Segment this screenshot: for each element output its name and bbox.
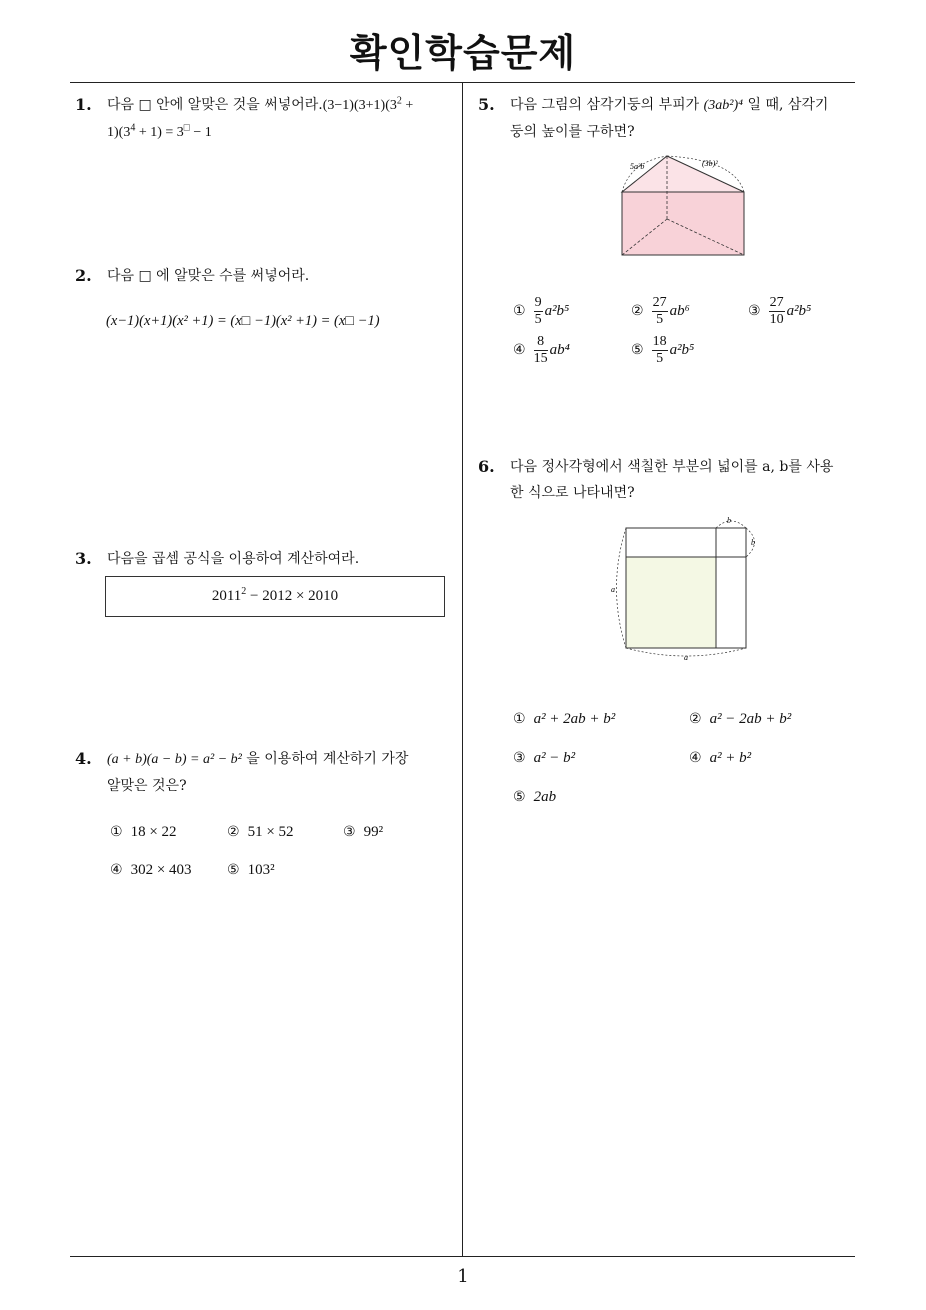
choice-3[interactable] — [513, 750, 575, 767]
fraction — [769, 295, 785, 328]
question-stem: 다음 □ 안에 알맞은 것을 써넣어라. — [107, 97, 323, 113]
triangular-prism-figure — [610, 150, 760, 260]
math-expression: (3−1)(3+1)(3 — [322, 98, 397, 113]
question-stem: 을 이용하여 계산하기 가장 — [241, 751, 409, 767]
question-stem: 둥의 높이를 구하면? — [510, 124, 635, 140]
expression-rest: − 2012 × 2010 — [246, 588, 339, 604]
denominator: 5 — [656, 351, 664, 366]
question-stem: 일 때, 삼각기 — [743, 97, 829, 113]
choice-text: 99² — [363, 824, 384, 840]
choice-5[interactable] — [631, 334, 694, 367]
question-text: 다음 □ 에 알맞은 수를 써넣어라. — [107, 268, 310, 284]
choice-mark: ① — [513, 711, 526, 727]
denominator: 5 — [534, 312, 542, 327]
choice-1[interactable] — [110, 824, 177, 841]
choice-text: a²b⁵ — [544, 302, 570, 319]
choice-2[interactable] — [631, 295, 690, 328]
choice-mark: ④ — [110, 862, 123, 878]
numerator: 18 — [652, 334, 667, 349]
bottom-rule — [70, 1256, 855, 1257]
question-number: 4. — [75, 749, 92, 768]
question-number: 3. — [75, 549, 92, 568]
choice-4[interactable] — [110, 862, 192, 879]
question-text: 다음을 곱셈 공식을 이용하여 계산하여라. — [107, 551, 360, 567]
choice-text: 18 × 22 — [130, 824, 177, 840]
dimension-label: (3b)² — [702, 159, 718, 168]
exponent: 4 — [130, 122, 136, 134]
dimension-label: b — [727, 516, 731, 525]
choice-text: 51 × 52 — [247, 824, 294, 840]
dimension-arc — [716, 521, 746, 528]
fraction — [534, 334, 548, 367]
choice-mark: ③ — [343, 824, 356, 840]
choice-text: ab⁶ — [669, 302, 690, 319]
choice-text: a² − 2ab + b² — [709, 711, 792, 727]
choice-text: a² + 2ab + b² — [533, 711, 616, 727]
dimension-arc — [617, 528, 627, 648]
math-expression: + 1) = 3 — [135, 125, 184, 140]
equation: (x−1)(x+1)(x² +1) = (x□ −1)(x² +1) = (x□ −1) — [106, 313, 380, 329]
choice-text: a² − b² — [533, 750, 576, 766]
shaded-region — [626, 557, 716, 648]
denominator: 5 — [656, 312, 664, 327]
question-number: 1. — [75, 95, 92, 114]
question-2 — [75, 263, 460, 289]
question-number: 6. — [478, 457, 495, 476]
blank-box: □ — [183, 122, 190, 134]
exponent: 2 — [396, 95, 402, 107]
choice-text: a²b⁵ — [786, 302, 812, 319]
question-text — [510, 92, 863, 145]
question-number: 5. — [478, 95, 495, 114]
choice-mark: ② — [631, 302, 644, 319]
formula: (a + b)(a − b) = a² − b² — [107, 752, 242, 767]
question-stem: 다음 정사각형에서 색칠한 부분의 넓이를 a, b를 사용 — [510, 459, 834, 475]
choice-mark: ⑤ — [513, 789, 526, 805]
numerator: 8 — [534, 334, 548, 351]
choice-1[interactable] — [513, 295, 569, 328]
denominator: 10 — [769, 312, 784, 327]
choice-text: a²b⁵ — [669, 341, 695, 358]
choice-mark: ③ — [513, 750, 526, 766]
choice-mark: ⑤ — [631, 341, 644, 358]
page-number: 1 — [457, 1266, 469, 1287]
choice-mark: ① — [513, 302, 526, 319]
choice-mark: ⑤ — [227, 862, 240, 878]
denominator: 15 — [533, 351, 548, 366]
column-divider — [462, 83, 463, 1257]
choice-mark: ③ — [748, 302, 761, 319]
question-stem: 한 식으로 나타내면? — [510, 485, 635, 501]
question-stem: 알맞은 것은? — [107, 778, 187, 794]
dimension-label: 5a²b — [630, 162, 645, 171]
question-3 — [75, 546, 460, 572]
math-expression: − 1 — [189, 125, 212, 140]
fraction — [534, 295, 543, 328]
choice-4[interactable] — [689, 750, 751, 767]
choice-mark: ② — [227, 824, 240, 840]
choice-mark: ④ — [689, 750, 702, 766]
choice-mark: ④ — [513, 341, 526, 358]
choice-text: a² + b² — [709, 750, 752, 766]
choice-3[interactable] — [748, 295, 811, 328]
question-4 — [75, 746, 460, 799]
question-6 — [478, 454, 863, 506]
page-title: 확인학습문제 — [349, 31, 577, 75]
question-text — [107, 746, 460, 799]
choice-1[interactable] — [513, 711, 615, 728]
numerator: 27 — [652, 295, 667, 310]
square-area-figure — [605, 512, 765, 667]
fraction — [652, 334, 668, 367]
math-expression: 1)(3 — [107, 125, 131, 140]
dimension-label: a — [684, 653, 688, 662]
question-text — [510, 454, 863, 506]
choice-mark: ① — [110, 824, 123, 840]
choice-text: 2ab — [533, 789, 557, 805]
choice-3[interactable] — [343, 824, 383, 841]
choice-5[interactable] — [227, 862, 275, 879]
question-5 — [478, 92, 863, 145]
choice-mark: ② — [689, 711, 702, 727]
expression-base: 2011 — [211, 588, 242, 604]
choice-2[interactable] — [227, 824, 294, 841]
dimension-label: a — [611, 585, 615, 594]
choice-2[interactable] — [689, 711, 791, 728]
question-stem: 다음 그림의 삼각기둥의 부피가 — [510, 97, 704, 113]
choice-5[interactable] — [513, 789, 556, 806]
prism-front-face — [622, 192, 744, 255]
question-number: 2. — [75, 266, 92, 285]
choice-text: ab⁴ — [549, 341, 570, 358]
fraction — [652, 295, 668, 328]
exponent: 2 — [241, 586, 247, 597]
numerator: 9 — [534, 295, 542, 310]
choice-text: 302 × 403 — [130, 862, 192, 878]
question-1 — [75, 92, 460, 146]
dimension-label: b — [751, 538, 755, 547]
numerator: 27 — [769, 295, 784, 310]
expression-box — [105, 576, 445, 617]
choice-text: 103² — [247, 862, 275, 878]
choice-4[interactable] — [513, 334, 570, 367]
math-expression: (3ab²)⁴ — [703, 98, 744, 113]
question-text — [107, 92, 460, 146]
math-expression: + — [401, 98, 414, 113]
